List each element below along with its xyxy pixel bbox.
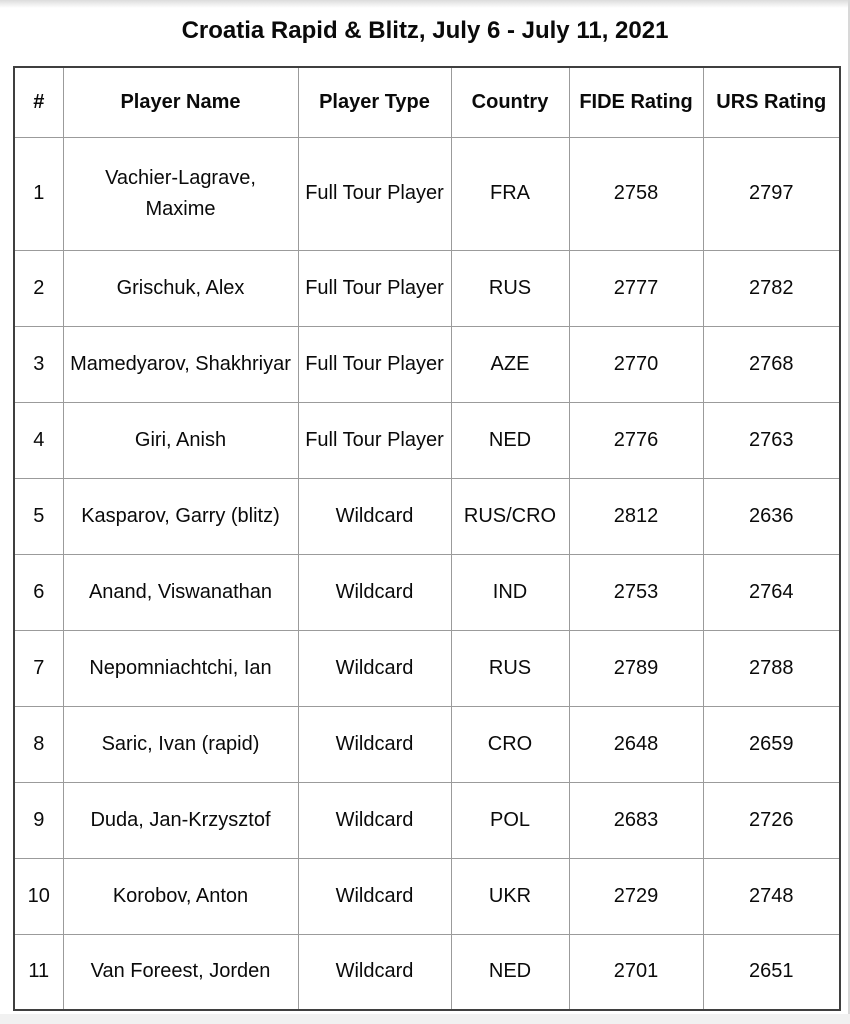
fide-rating-cell: 2789	[569, 630, 703, 706]
country-cell: IND	[451, 554, 569, 630]
urs-rating-cell: 2797	[703, 137, 840, 250]
table-header	[14, 67, 840, 137]
table-body	[14, 137, 840, 1010]
player-name-cell: Giri, Anish	[63, 402, 298, 478]
player-type-cell: Wildcard	[298, 478, 451, 554]
player-name-cell: Vachier-Lagrave, Maxime	[63, 137, 298, 250]
player-type-cell: Full Tour Player	[298, 326, 451, 402]
table-row	[14, 706, 840, 782]
country-cell: RUS/CRO	[451, 478, 569, 554]
rank-cell: 9	[14, 782, 63, 858]
window-top-shade	[0, 0, 850, 8]
rank-cell: 3	[14, 326, 63, 402]
player-name-cell: Grischuk, Alex	[63, 250, 298, 326]
urs-rating-cell: 2768	[703, 326, 840, 402]
urs-rating-cell: 2764	[703, 554, 840, 630]
country-cell: RUS	[451, 630, 569, 706]
table-row	[14, 934, 840, 1010]
country-cell: FRA	[451, 137, 569, 250]
table-row	[14, 326, 840, 402]
player-name-cell: Anand, Viswanathan	[63, 554, 298, 630]
column-header: Player Type	[298, 67, 451, 137]
player-name-cell: Korobov, Anton	[63, 858, 298, 934]
player-name-cell: Mamedyarov, Shakhriyar	[63, 326, 298, 402]
table-row	[14, 250, 840, 326]
country-cell: UKR	[451, 858, 569, 934]
fide-rating-cell: 2770	[569, 326, 703, 402]
urs-rating-cell: 2788	[703, 630, 840, 706]
country-cell: RUS	[451, 250, 569, 326]
fide-rating-cell: 2648	[569, 706, 703, 782]
urs-rating-cell: 2748	[703, 858, 840, 934]
player-type-cell: Full Tour Player	[298, 250, 451, 326]
rank-cell: 4	[14, 402, 63, 478]
player-name-cell: Kasparov, Garry (blitz)	[63, 478, 298, 554]
fide-rating-cell: 2753	[569, 554, 703, 630]
window-bottom-strip	[0, 1014, 850, 1024]
fide-rating-cell: 2729	[569, 858, 703, 934]
column-header: Country	[451, 67, 569, 137]
rank-cell: 5	[14, 478, 63, 554]
rank-cell: 7	[14, 630, 63, 706]
country-cell: NED	[451, 934, 569, 1010]
fide-rating-cell: 2683	[569, 782, 703, 858]
rank-cell: 6	[14, 554, 63, 630]
table-row	[14, 630, 840, 706]
fide-rating-cell: 2701	[569, 934, 703, 1010]
fide-rating-cell: 2758	[569, 137, 703, 250]
country-cell: POL	[451, 782, 569, 858]
player-type-cell: Wildcard	[298, 630, 451, 706]
player-type-cell: Full Tour Player	[298, 137, 451, 250]
fide-rating-cell: 2777	[569, 250, 703, 326]
player-type-cell: Wildcard	[298, 554, 451, 630]
country-cell: CRO	[451, 706, 569, 782]
country-cell: NED	[451, 402, 569, 478]
player-name-cell: Van Foreest, Jorden	[63, 934, 298, 1010]
player-type-cell: Wildcard	[298, 782, 451, 858]
urs-rating-cell: 2726	[703, 782, 840, 858]
rank-cell: 8	[14, 706, 63, 782]
player-type-cell: Wildcard	[298, 706, 451, 782]
players-table	[13, 66, 841, 1011]
table-row	[14, 137, 840, 250]
rank-cell: 1	[14, 137, 63, 250]
fide-rating-cell: 2812	[569, 478, 703, 554]
urs-rating-cell: 2782	[703, 250, 840, 326]
player-name-cell: Saric, Ivan (rapid)	[63, 706, 298, 782]
player-type-cell: Wildcard	[298, 934, 451, 1010]
table-row	[14, 782, 840, 858]
rank-cell: 10	[14, 858, 63, 934]
fide-rating-cell: 2776	[569, 402, 703, 478]
rank-cell: 11	[14, 934, 63, 1010]
table-row	[14, 478, 840, 554]
urs-rating-cell: 2763	[703, 402, 840, 478]
page-title: Croatia Rapid & Blitz, July 6 - July 11, 2021	[181, 17, 669, 44]
table-row	[14, 554, 840, 630]
table-row	[14, 402, 840, 478]
table-row	[14, 858, 840, 934]
urs-rating-cell: 2651	[703, 934, 840, 1010]
urs-rating-cell: 2659	[703, 706, 840, 782]
urs-rating-cell: 2636	[703, 478, 840, 554]
column-header: #	[14, 67, 63, 137]
player-type-cell: Full Tour Player	[298, 402, 451, 478]
header-row	[14, 67, 840, 137]
player-name-cell: Duda, Jan-Krzysztof	[63, 782, 298, 858]
country-cell: AZE	[451, 326, 569, 402]
column-header: URS Rating	[703, 67, 840, 137]
player-name-cell: Nepomniachtchi, Ian	[63, 630, 298, 706]
player-type-cell: Wildcard	[298, 858, 451, 934]
column-header: FIDE Rating	[569, 67, 703, 137]
rank-cell: 2	[14, 250, 63, 326]
column-header: Player Name	[63, 67, 298, 137]
